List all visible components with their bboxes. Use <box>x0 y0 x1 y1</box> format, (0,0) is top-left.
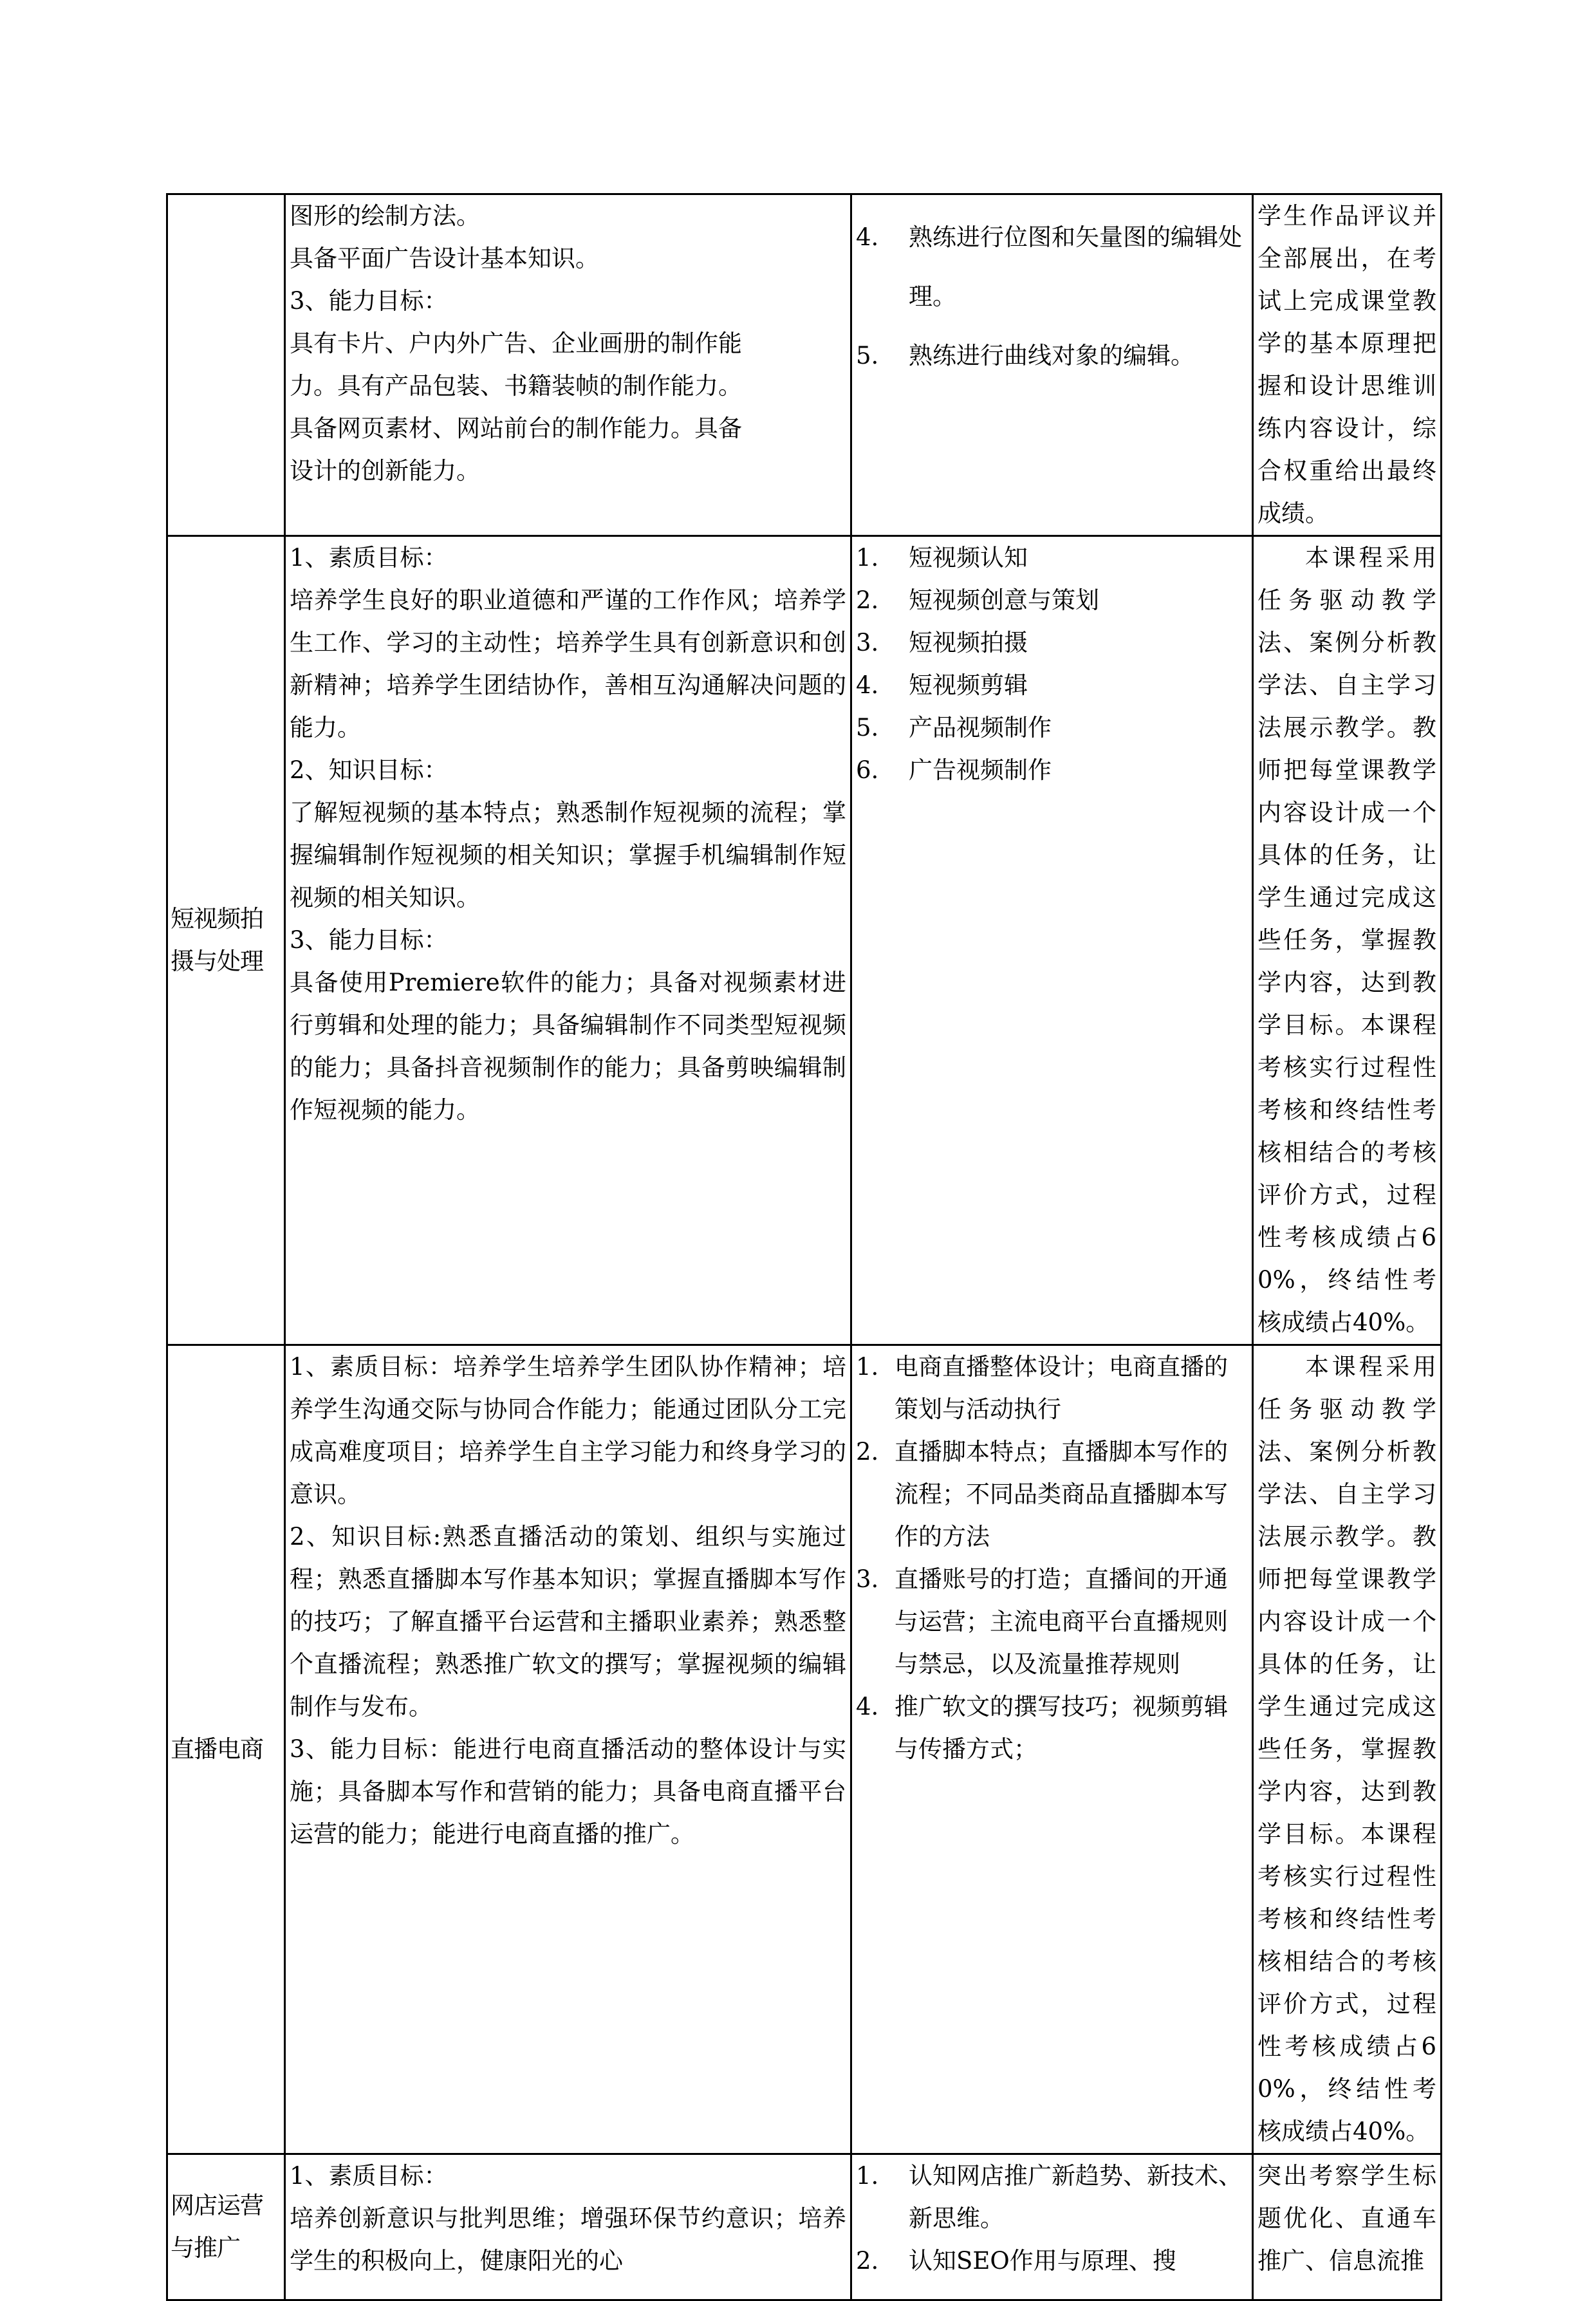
evaluation-cell <box>1253 194 1442 536</box>
content-item-number: 4. <box>856 1693 879 1720</box>
table-row <box>167 536 1442 1345</box>
content-item <box>856 749 1248 792</box>
course-name-cell <box>167 194 285 536</box>
objective-paragraph: 1、素质目标：培养学生培养学生团队协作精神；培养学生沟通交际与协同合作能力；能通过团队分工完成高难度项目；培养学生自主学习能力和终身学习的意识。 <box>290 1353 846 1508</box>
objective-paragraph: 1、素质目标： <box>290 544 448 572</box>
objectives-cell <box>285 536 851 1345</box>
content-item-text: 直播账号的打造；直播间的开通与运营；主流电商平台直播规则与禁忌，以及流量推荐规则 <box>895 1565 1228 1678</box>
content-item-text: 认知SEO作用与原理、搜 <box>909 2247 1176 2275</box>
objectives-cell <box>285 2154 851 2300</box>
course-name-cell <box>167 536 285 1345</box>
content-item-number: 2. <box>856 586 879 614</box>
content-item-number: 4. <box>856 671 879 699</box>
objective-paragraph: 3、能力目标： <box>290 926 448 954</box>
content-item-text: 熟练进行曲线对象的编辑。 <box>909 342 1194 369</box>
content-item-number: 1. <box>856 2162 879 2190</box>
content-item-text: 短视频剪辑 <box>909 671 1028 699</box>
content-item-number: 6. <box>856 756 879 784</box>
content-item-text: 直播脚本特点；直播脚本写作的流程；不同品类商品直播脚本写作的方法 <box>895 1438 1228 1551</box>
course-name-cell <box>167 1345 285 2154</box>
content-item-number: 3. <box>856 629 879 657</box>
evaluation-text: 学生作品评议并全部展出，在考试上完成课堂教学的基本原理把握和设计思维训练内容设计，综合权重给出最终成绩。 <box>1257 202 1436 527</box>
objective-paragraph: 2、知识目标： <box>290 756 448 784</box>
content-item <box>856 2240 1248 2282</box>
course-name-line: 与推广 <box>171 2234 240 2262</box>
content-item <box>856 1558 1248 1686</box>
content-item-text: 熟练进行位图和矢量图的编辑处理。 <box>909 223 1242 310</box>
content-item <box>856 707 1248 749</box>
content-item <box>856 1346 1248 1431</box>
content-item-text: 短视频创意与策划 <box>909 586 1099 614</box>
objectives-cell <box>285 194 851 536</box>
evaluation-cell <box>1253 2154 1442 2300</box>
evaluation-cell <box>1253 536 1442 1345</box>
content-item-number: 2. <box>856 1438 879 1466</box>
content-cell <box>851 194 1253 536</box>
table-row <box>167 1345 1442 2154</box>
content-cell <box>851 1345 1253 2154</box>
objective-line: 图形的绘制方法。 <box>290 202 480 230</box>
course-table <box>166 193 1442 2301</box>
content-item-text: 认知网店推广新趋势、新技术、新思维。 <box>909 2162 1242 2232</box>
objective-paragraph: 具备使用Premiere软件的能力；具备对视频素材进行剪辑和处理的能力；具备编辑制作不同类型短视频的能力；具备抖音视频制作的能力；具备剪映编辑制作短视频的能力。 <box>290 969 846 1124</box>
content-item <box>856 326 1248 386</box>
evaluation-text: 本课程采用任务驱动教学法、案例分析教学法、自主学习法展示教学。教师把每堂课教学内容设计成一个具体的任务，让学生通过完成这些任务，掌握教学内容，达到教学目标。本课程考核实行过程性考核和终结性考核相结合的考核评价方式，过程性考核成绩占60%，终结性考核成绩占40%。 <box>1257 544 1436 1336</box>
objective-line: 设计的创新能力。 <box>290 457 480 485</box>
content-item-number: 5. <box>856 714 879 741</box>
evaluation-text: 突出考察学生标题优化、直通车推广、信息流推 <box>1257 2162 1436 2275</box>
objective-paragraph: 2、知识目标:熟悉直播活动的策划、组织与实施过程；熟悉直播脚本写作基本知识；掌握直播脚本写作的技巧；了解直播平台运营和主播职业素养；熟悉整个直播流程；熟悉推广软文的撰写；掌握视频的编辑制作与发布。 <box>290 1523 846 1720</box>
content-item <box>856 1686 1248 1771</box>
objectives-cell <box>285 1345 851 2154</box>
content-item <box>856 537 1248 579</box>
content-item <box>856 579 1248 622</box>
content-item <box>856 664 1248 707</box>
objective-paragraph: 培养学生良好的职业道德和严谨的工作作风；培养学生工作、学习的主动性；培养学生具有创新意识和创新精神；培养学生团结协作，善相互沟通解决问题的能力。 <box>290 586 846 741</box>
evaluation-cell <box>1253 1345 1442 2154</box>
content-item-number: 2. <box>856 2247 879 2275</box>
content-item-text: 推广软文的撰写技巧；视频剪辑与传播方式； <box>895 1693 1228 1763</box>
content-item-number: 1. <box>856 544 879 572</box>
objective-paragraph: 了解短视频的基本特点；熟悉制作短视频的流程；掌握编辑制作短视频的相关知识；掌握手机编辑制作短视频的相关知识。 <box>290 799 846 911</box>
content-item <box>856 622 1248 664</box>
content-item <box>856 2155 1248 2240</box>
content-cell <box>851 2154 1253 2300</box>
content-item-text: 产品视频制作 <box>909 714 1052 741</box>
content-item-text: 短视频认知 <box>909 544 1028 572</box>
objective-line: 3、能力目标： <box>290 287 448 315</box>
course-name-line: 直播电商 <box>171 1735 263 1763</box>
objective-paragraph: 3、能力目标：能进行电商直播活动的整体设计与实施；具备脚本写作和营销的能力；具备电商直播平台运营的能力；能进行电商直播的推广。 <box>290 1735 846 1848</box>
objective-line: 力。具有产品包装、书籍装帧的制作能力。 <box>290 372 742 400</box>
evaluation-text: 本课程采用任务驱动教学法、案例分析教学法、自主学习法展示教学。教师把每堂课教学内容设计成一个具体的任务，让学生通过完成这些任务，掌握教学内容，达到教学目标。本课程考核实行过程性考核和终结性考核相结合的考核评价方式，过程性考核成绩占60%，终结性考核成绩占40%。 <box>1257 1353 1436 2145</box>
course-name-line: 摄与处理 <box>171 947 263 975</box>
content-item-number: 5. <box>856 342 879 369</box>
objective-line: 具备网页素材、网站前台的制作能力。具备 <box>290 415 742 442</box>
content-item <box>856 208 1248 326</box>
content-item-number: 1. <box>856 1353 879 1381</box>
content-item-text: 短视频拍摄 <box>909 629 1028 657</box>
objective-line: 具有卡片、户内外广告、企业画册的制作能 <box>290 330 742 357</box>
table-row <box>167 194 1442 536</box>
content-item-text: 广告视频制作 <box>909 756 1052 784</box>
course-name-line: 短视频拍 <box>171 905 263 933</box>
objective-paragraph: 培养创新意识与批判思维；增强环保节约意识；培养学生的积极向上，健康阳光的心 <box>290 2204 846 2275</box>
objective-line: 具备平面广告设计基本知识。 <box>290 245 599 272</box>
content-item-number: 4. <box>856 223 879 251</box>
content-item-text: 电商直播整体设计；电商直播的策划与活动执行 <box>895 1353 1228 1423</box>
content-item <box>856 1431 1248 1558</box>
objective-paragraph: 1、素质目标： <box>290 2162 448 2190</box>
course-name-line: 网店运营 <box>171 2192 263 2219</box>
content-item-number: 3. <box>856 1565 879 1593</box>
table-row <box>167 2154 1442 2300</box>
content-cell <box>851 536 1253 1345</box>
course-name-cell <box>167 2154 285 2300</box>
